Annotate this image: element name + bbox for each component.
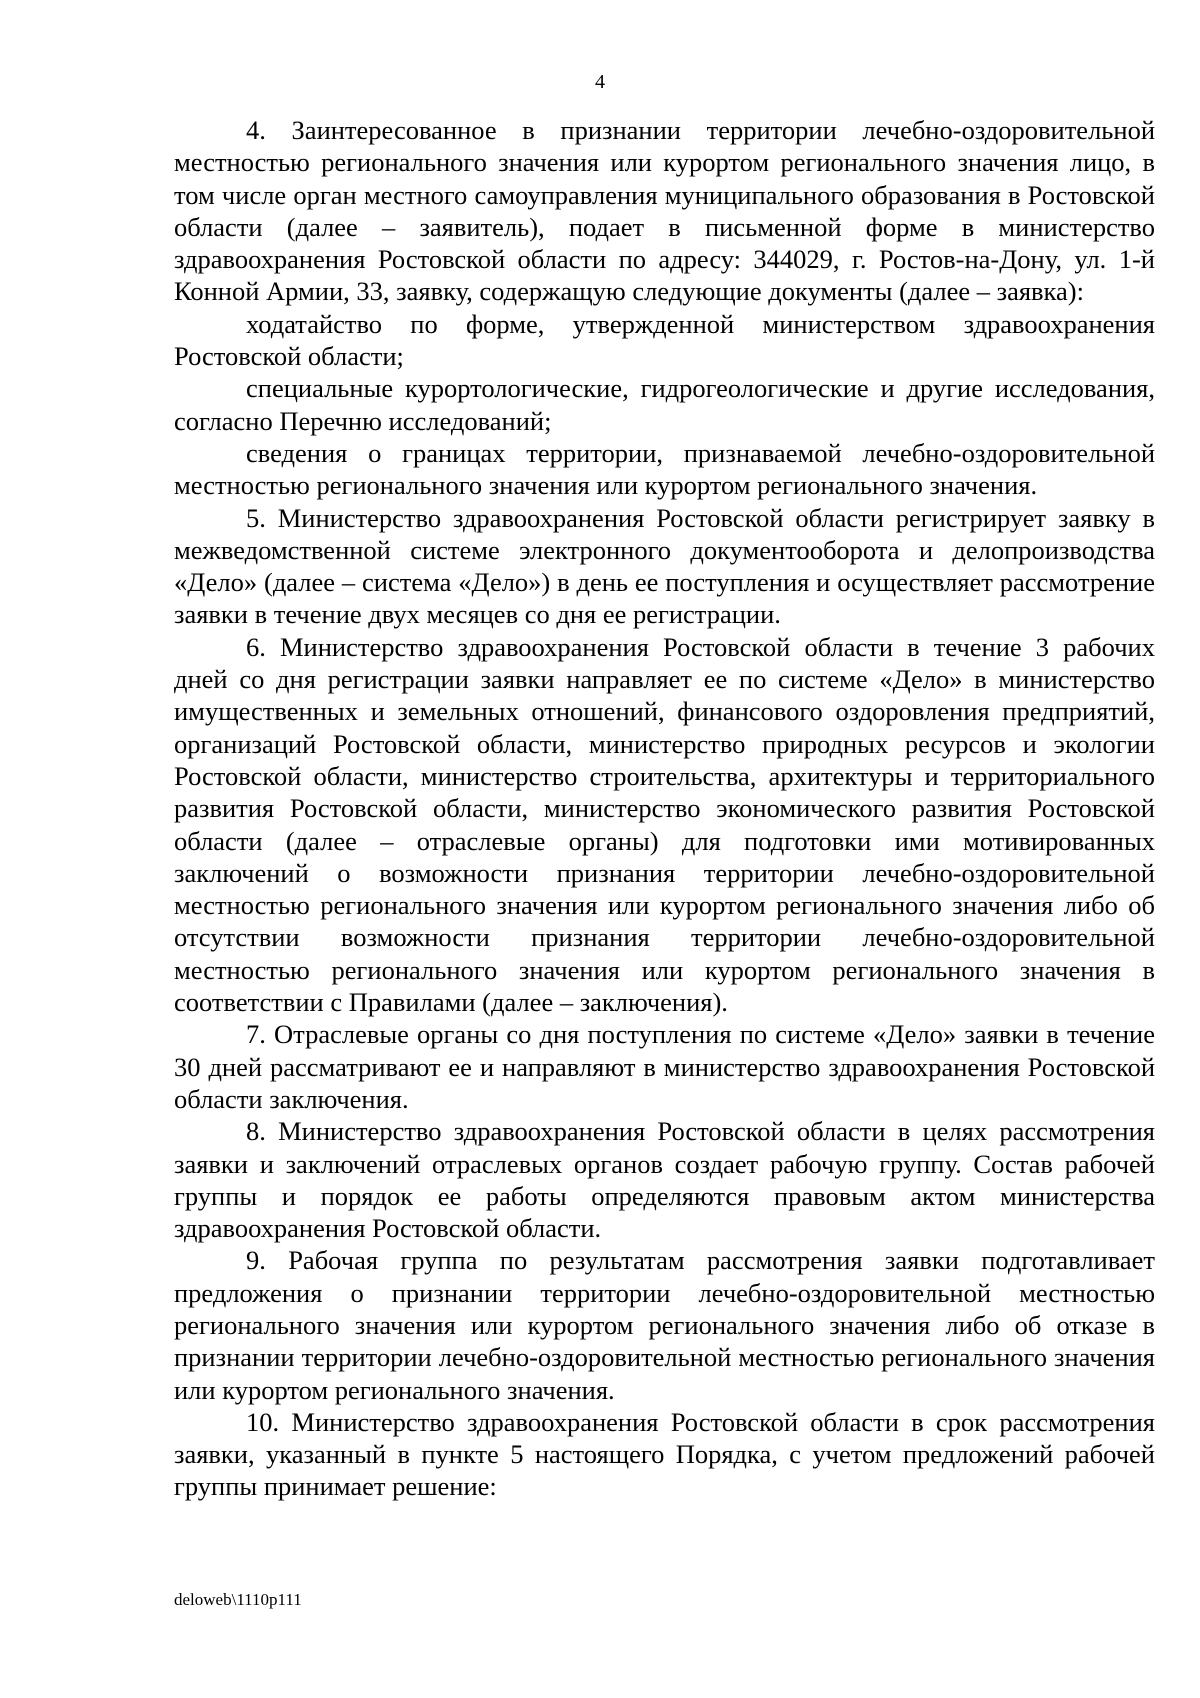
paragraph-10-decision: 10. Министерство здравоохранения Ростовской области в срок рассмотрения заявки, указанный в пункте 5 настоящего Порядка, с учетом предложений рабочей группы принимает решение:: [174, 1406, 1155, 1502]
paragraph-9-proposals: 9. Рабочая группа по результатам рассмотрения заявки подготавливает предложения о признании территории лечебно-оздоровительной местностью регионального значения или курортом регионального значения либо об отказе в признании территории лечебно-оздоровительной местностью регионального значения или курортом регионального значения.: [174, 1245, 1155, 1405]
list-item-boundaries: сведения о границах территории, признаваемой лечебно-оздоровительной местностью регионального значения или курортом регионального значения.: [174, 437, 1155, 501]
document-body: [174, 114, 1155, 1503]
paragraph-6-forwarding: 6. Министерство здравоохранения Ростовской области в течение 3 рабочих дней со дня регистрации заявки направляет ее по системе «Дело» в министерство имущественных и земельных отношений, финансового оздоровления предприятий, организаций Ростовской области, министерство природных ресурсов и экологии Ростовской области, министерство строительства, архитектуры и территориального развития Ростовской области, министерство экономического развития Ростовской области (далее – отраслевые органы) для подготовки ими мотивированных заключений о возможности признания территории лечебно-оздоровительной местностью регионального значения или курортом регионального значения либо об отсутствии возможности признания территории лечебно-оздоровительной местностью регионального значения или курортом регионального значения в соответствии с Правилами (далее – заключения).: [174, 631, 1155, 1018]
footer-document-code: deloweb\1110p111: [174, 1590, 302, 1609]
list-item-research: специальные курортологические, гидрогеологические и другие исследования, согласно Перечню исследований;: [174, 373, 1155, 436]
paragraph-8-working-group: 8. Министерство здравоохранения Ростовской области в целях рассмотрения заявки и заключений отраслевых органов создает рабочую группу. Состав рабочей группы и порядок ее работы определяются правовым актом министерства здравоохранения Ростовской области.: [174, 1116, 1155, 1244]
page-number: 4: [595, 71, 605, 93]
paragraph-5-registration: 5. Министерство здравоохранения Ростовской области регистрирует заявку в межведомственной системе электронного документооборота и делопроизводства «Дело» (далее – система «Дело») в день ее поступления и осуществляет рассмотрение заявки в течение двух месяцев со дня ее регистрации.: [174, 502, 1155, 630]
paragraph-4-application: 4. Заинтересованное в признании территории лечебно-оздоровительной местностью регионального значения или курортом регионального значения лицо, в том числе орган местного самоуправления муниципального образования в Ростовской области (далее – заявитель), подает в письменной форме в министерство здравоохранения Ростовской области по адресу: 344029, г. Ростов-на-Дону, ул. 1-й Конной Армии, 33, заявку, содержащую следующие документы (далее – заявка):: [174, 115, 1155, 307]
paragraph-7-review: 7. Отраслевые органы со дня поступления по системе «Дело» заявки в течение 30 дней рассматривают ее и направляют в министерство здравоохранения Ростовской области заключения.: [174, 1019, 1155, 1114]
list-item-petition: ходатайство по форме, утвержденной министерством здравоохранения Ростовской области;: [174, 308, 1155, 372]
